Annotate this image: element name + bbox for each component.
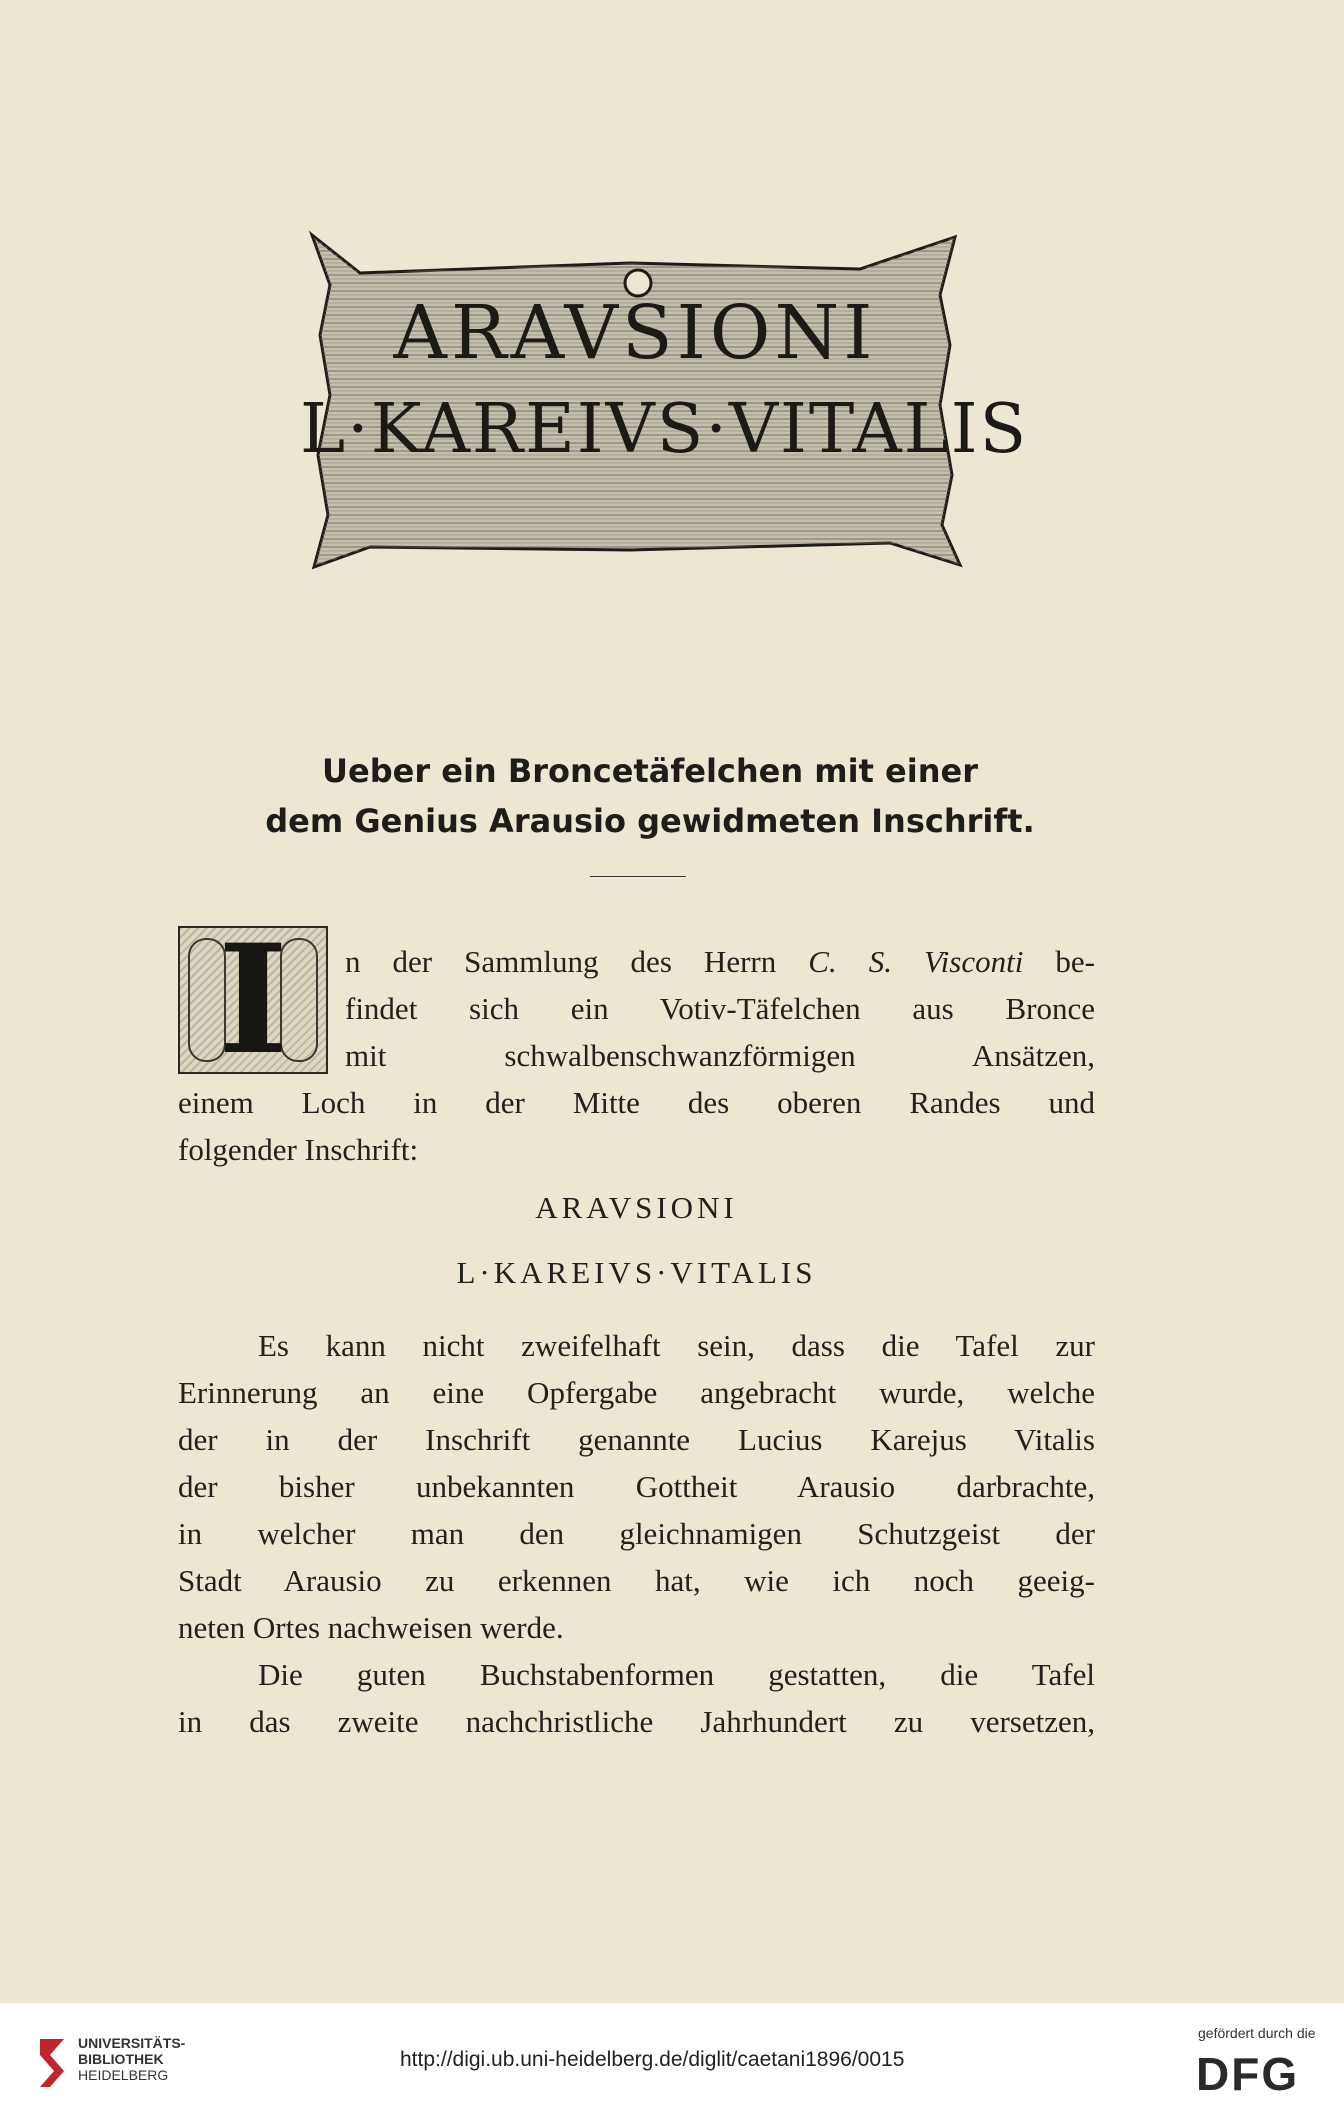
paragraph-2-line-1: Die guten Buchstabenformen gestatten, die Tafel: [258, 1657, 1095, 1692]
intro-line-4: einem Loch in der Mitte des oberen Randes und: [178, 1085, 1095, 1120]
intro-text: n der Sammlung des Herrn: [345, 944, 809, 979]
intro-text: be-: [1023, 944, 1095, 979]
title-divider: [590, 876, 686, 877]
library-name-line-2: BIBLIOTHEK: [78, 2051, 164, 2067]
inscription-line-2: L·KAREIVS·VITALIS: [456, 1255, 817, 1290]
bronze-tablet-illustration: [300, 225, 1029, 575]
intro-line-2: findet sich ein Votiv-Täfelchen aus Bronce: [345, 991, 1095, 1026]
permalink-url[interactable]: http://digi.ub.uni-heidelberg.de/diglit/caetani1896/0015: [400, 2048, 905, 2071]
drop-cap-letter: I: [217, 912, 289, 1088]
tablet-inscription-line-1: ARAVSIONI: [393, 290, 877, 376]
paragraph-1-line-4: der bisher unbekannten Gottheit Arausio darbrachte,: [178, 1469, 1095, 1504]
article-title-line-2: dem Genius Arausio gewidmeten Inschrift.: [265, 802, 1035, 840]
paragraph-1-line-3: der in der Inschrift genannte Lucius Karejus Vitalis: [178, 1422, 1095, 1457]
ornamental-drop-cap: [178, 912, 328, 1088]
tablet-inscription-line-2: L·KAREIVS·VITALIS: [300, 390, 1029, 469]
collector-name: C. S. Visconti: [808, 944, 1024, 979]
digitization-footer: [0, 2003, 1344, 2113]
university-library-logo-icon: [36, 2033, 70, 2093]
intro-line-3: mit schwalbenschwanzförmigen Ansätzen,: [345, 1038, 1095, 1073]
intro-line-5: folgender Inschrift:: [178, 1132, 419, 1167]
dfg-logo: DFG: [1196, 2048, 1300, 2100]
library-name: [78, 2035, 185, 2083]
paragraph-1-line-1: Es kann nicht zweifelhaft sein, dass die Tafel zur: [258, 1328, 1095, 1363]
intro-line-1: [345, 944, 1095, 980]
paragraph-1-line-5: in welcher man den gleichnamigen Schutzgeist der: [178, 1516, 1095, 1551]
paragraph-1-line-6: Stadt Arausio zu erkennen hat, wie ich noch geeig-: [178, 1563, 1095, 1598]
article-title-line-1: Ueber ein Broncetäfelchen mit einer: [322, 752, 978, 790]
paragraph-2-line-2: in das zweite nachchristliche Jahrhundert zu versetzen,: [178, 1704, 1095, 1739]
funding-note: gefördert durch die: [1198, 2025, 1316, 2041]
inscription-line-1: ARAVSIONI: [535, 1190, 738, 1225]
paragraph-1-line-7: neten Ortes nachweisen werde.: [178, 1610, 564, 1645]
library-name-line-1: UNIVERSITÄTS-: [78, 2035, 186, 2051]
paragraph-1-line-2: Erinnerung an eine Opfergabe angebracht wurde, welche: [178, 1375, 1095, 1410]
library-name-line-3: HEIDELBERG: [78, 2067, 169, 2083]
